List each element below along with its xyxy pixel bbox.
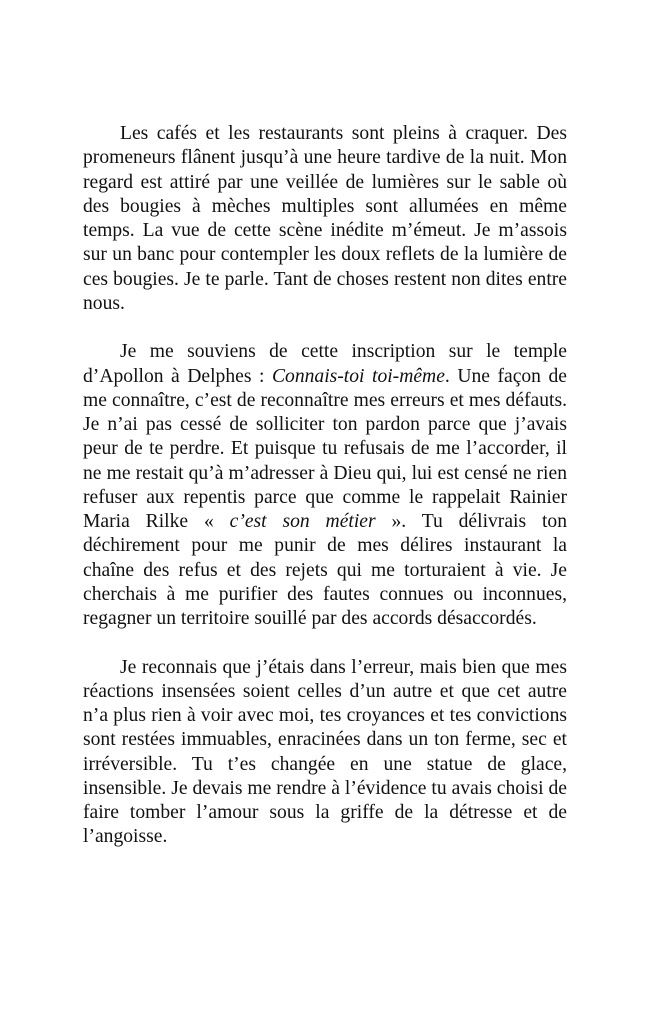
paragraph-2-italic-quote: c’est son métier [229,511,376,532]
paragraph-1 [83,122,567,316]
paragraph-3-text: Je reconnais que j’étais dans l’erreur, mais bien que mes réactions insensées soient celles d’un autre et que cet autre n’a plus rien à voir avec moi, tes croyances et tes convictions sont restées immuables, enracinées dans un ton ferme, sec et irréversible. Tu t’es changée en une statue de glace, insensible. Je devais me rendre à l’évidence tu avais choisi de faire tomber l’amour sous la griffe de la détresse et de l’angoisse. [83,656,567,848]
paragraph-2-italic-inscription: Connais-toi toi-même [271,365,445,387]
paragraph-1-text: Les cafés et les restaurants sont pleins à craquer. Des promeneurs flânent jusqu’à une heure tardive de la nuit. Mon regard est attiré par une veillée de lumières sur le sable où des bougies à mèches multiples sont allumées en même temps. La vue de cette scène inédite m’émeut. Je m’assois sur un banc pour contempler les doux reflets de la lumière de ces bougies. Je te parle. Tant de choses restent non dites entre nous. [83,123,567,314]
paragraph-3 [83,656,567,850]
paragraph-2-text-b: . Une façon de me connaître, c’est de reconnaître mes erreurs et mes défauts. Je n’ai pas cessé de solliciter ton pardon parce que j’avais peur de te perdre. Et puisque tu refusais de me l’accorder, il ne me restait qu’à m’adresser à Dieu qui, lui est censé ne rien refuser aux repentis parce que comme le rappelait Rainier Maria Rilke « [83,365,567,532]
paragraph-2-text-c: ». Tu délivrais ton déchirement pour me punir de mes délires instaurant la chaîne des refus et des rejets qui me torturaient à vie. Je cherchais à me purifier des fautes connues ou inconnues, regagner un territoire souillé par des accords désaccordés. [83,511,567,629]
paragraph-2 [83,340,567,631]
paragraph-2-text-a: Je me souviens de cette inscription sur le temple d’Apollon à Delphes : [83,341,567,387]
page-body [83,122,567,850]
